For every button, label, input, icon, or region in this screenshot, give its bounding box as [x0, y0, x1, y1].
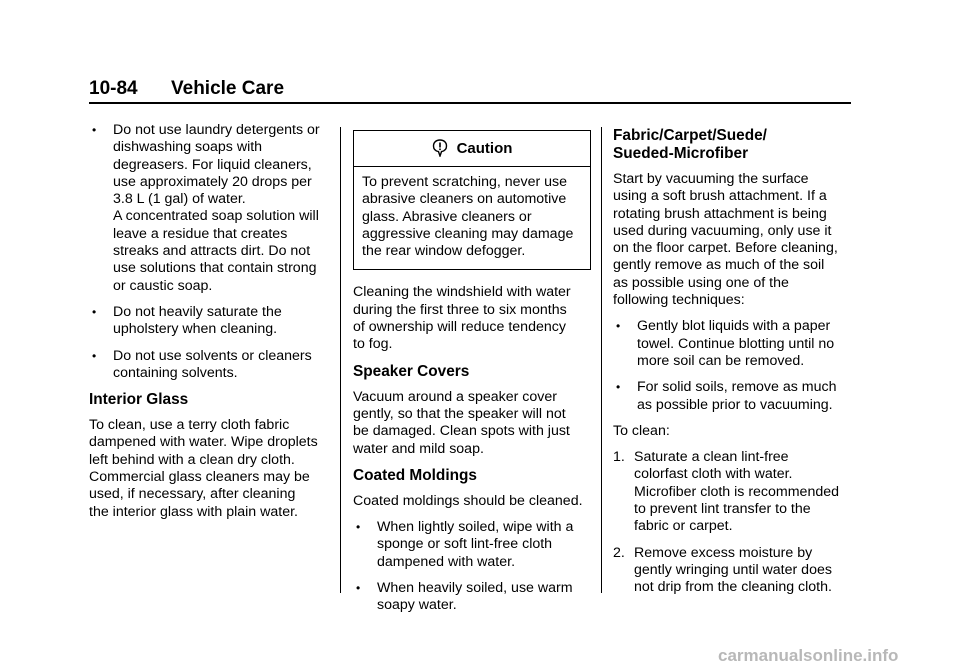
text-line: as possible prior to vacuuming.: [637, 396, 833, 413]
watermark: carmanualsonline.info: [718, 646, 899, 665]
text-line: following techniques:: [613, 292, 745, 309]
text-line: Do not use laundry detergents or: [113, 122, 320, 138]
text-line: To clean:: [613, 422, 670, 439]
text-line: the interior glass with plain water.: [89, 503, 298, 520]
text-line: during the first three to six months: [353, 301, 567, 318]
text-line: glass. Abrasive cleaners or: [362, 208, 532, 225]
text-line: gently wringing until water does: [634, 561, 832, 578]
text-line: streaks and attracts dirt. Do not: [113, 243, 311, 260]
page-number: 10-84: [89, 78, 138, 99]
heading-coated-moldings: Coated Moldings: [353, 466, 477, 484]
text-line: Gently blot liquids with a paper: [637, 318, 831, 335]
text-line: as possible using one of the: [613, 274, 789, 291]
paragraph-fabric-intro: [613, 171, 853, 309]
text-line: For solid soils, remove as much: [637, 379, 837, 396]
text-line: dampened with water.: [377, 553, 516, 570]
text-line: abrasive cleaners on automotive: [362, 191, 567, 208]
heading-speaker-covers: Speaker Covers: [353, 362, 470, 380]
column-middle: [353, 122, 593, 624]
text-line: gently, so that the speaker will not: [353, 405, 566, 422]
text-line: When lightly soiled, wipe with a: [377, 519, 574, 536]
text-line: soapy water.: [377, 597, 457, 614]
text-line: When heavily soiled, use warm: [377, 580, 573, 597]
caution-title: Caution: [456, 140, 513, 157]
list-item: [89, 304, 335, 339]
column-left: [89, 122, 335, 530]
text-line: be damaged. Clean spots with just: [353, 423, 570, 440]
bullet-icon: •: [356, 520, 361, 535]
warning-icon: [432, 139, 448, 162]
text-line: To clean, use a terry cloth fabric: [89, 417, 290, 434]
paragraph-to-clean: [613, 423, 853, 440]
caution-header: [354, 131, 590, 167]
text-line: of ownership will reduce tendency: [353, 319, 566, 336]
list-item: [353, 580, 593, 615]
text-line: Do not use solvents or cleaners: [113, 347, 312, 364]
text-line: used, if necessary, after cleaning: [89, 486, 296, 503]
step-number: 1.: [613, 449, 625, 466]
text-line: dampened with water. Wipe droplets: [89, 434, 318, 451]
section-title: Vehicle Care: [171, 78, 285, 99]
caution-body: [354, 167, 590, 269]
text-line: to prevent lint transfer to the: [634, 501, 811, 518]
list-item: [89, 122, 335, 295]
bullet-icon: •: [356, 581, 361, 596]
text-line: the rear window defogger.: [362, 243, 526, 260]
text-line: used during vacuuming, only use it: [613, 222, 832, 239]
text-line: To prevent scratching, never use: [362, 174, 568, 190]
paragraph-windshield: [353, 284, 593, 353]
text-line: Start by vacuuming the surface: [613, 171, 809, 187]
text-line: dishwashing soaps with: [113, 139, 263, 156]
text-line: A concentrated soap solution will: [113, 208, 319, 225]
text-line: more soil can be removed.: [637, 352, 805, 369]
list-item: [89, 348, 335, 383]
text-line: not drip from the cleaning cloth.: [634, 579, 832, 596]
text-line: use approximately 20 drops per: [113, 173, 312, 190]
column-divider-2: [601, 127, 602, 593]
text-line: leave a residue that creates: [113, 225, 288, 242]
caution-box: [353, 130, 591, 270]
text-line: rotating brush attachment is being: [613, 205, 827, 222]
step-number: 2.: [613, 544, 625, 561]
numbered-step: [613, 449, 853, 535]
text-line: Coated moldings should be cleaned.: [353, 492, 583, 509]
text-line: water and mild soap.: [353, 440, 484, 457]
numbered-step: [613, 545, 853, 597]
text-line: Cleaning the windshield with water: [353, 284, 571, 301]
bullet-icon: •: [616, 380, 621, 395]
text-line: 3.8 L (1 gal) of water.: [113, 191, 246, 208]
text-line: gently remove as much of the soil: [613, 257, 825, 274]
text-line: use solutions that contain strong: [113, 260, 317, 277]
text-line: upholstery when cleaning.: [113, 321, 278, 338]
bullet-icon: •: [92, 304, 97, 319]
text-line: using a soft brush attachment. If a: [613, 188, 827, 205]
heading-line: Fabric/Carpet/Suede/: [613, 127, 767, 144]
text-line: sponge or soft lint-free cloth: [377, 536, 553, 553]
text-line: fabric or carpet.: [634, 518, 733, 535]
text-line: aggressive cleaning may damage: [362, 225, 574, 242]
text-line: Vacuum around a speaker cover: [353, 388, 557, 405]
text-line: Remove excess moisture by: [634, 544, 813, 561]
list-item: [613, 379, 853, 414]
column-right: [613, 122, 853, 606]
bullet-icon: •: [92, 123, 97, 137]
text-line: or caustic soap.: [113, 277, 213, 294]
text-line: Saturate a clean lint-free: [634, 449, 789, 466]
heading-fabric-carpet: [613, 127, 853, 163]
text-line: Microfiber cloth is recommended: [634, 483, 840, 500]
text-line: on the floor carpet. Before cleaning,: [613, 240, 838, 257]
text-line: Do not heavily saturate the: [113, 303, 282, 320]
paragraph-speaker-covers: [353, 389, 593, 458]
heading-interior-glass: Interior Glass: [89, 391, 189, 409]
list-item: [353, 519, 593, 571]
text-line: colorfast cloth with water.: [634, 466, 793, 483]
heading-line: Sueded-Microfiber: [613, 145, 749, 162]
text-line: Commercial glass cleaners may be: [89, 469, 310, 486]
column-divider-1: [340, 127, 341, 593]
paragraph-moldings-intro: [353, 493, 593, 510]
list-item: [613, 318, 853, 370]
bullet-icon: •: [92, 348, 97, 363]
text-line: towel. Continue blotting until no: [637, 335, 835, 352]
text-line: to fog.: [353, 336, 393, 353]
text-line: degreasers. For liquid cleaners,: [113, 156, 312, 173]
header-rule: [89, 102, 851, 104]
paragraph-interior-glass: [89, 417, 335, 521]
text-line: left behind with a clean dry cloth.: [89, 451, 295, 468]
page-header: [89, 78, 851, 106]
text-line: containing solvents.: [113, 364, 238, 381]
bullet-icon: •: [616, 319, 621, 334]
